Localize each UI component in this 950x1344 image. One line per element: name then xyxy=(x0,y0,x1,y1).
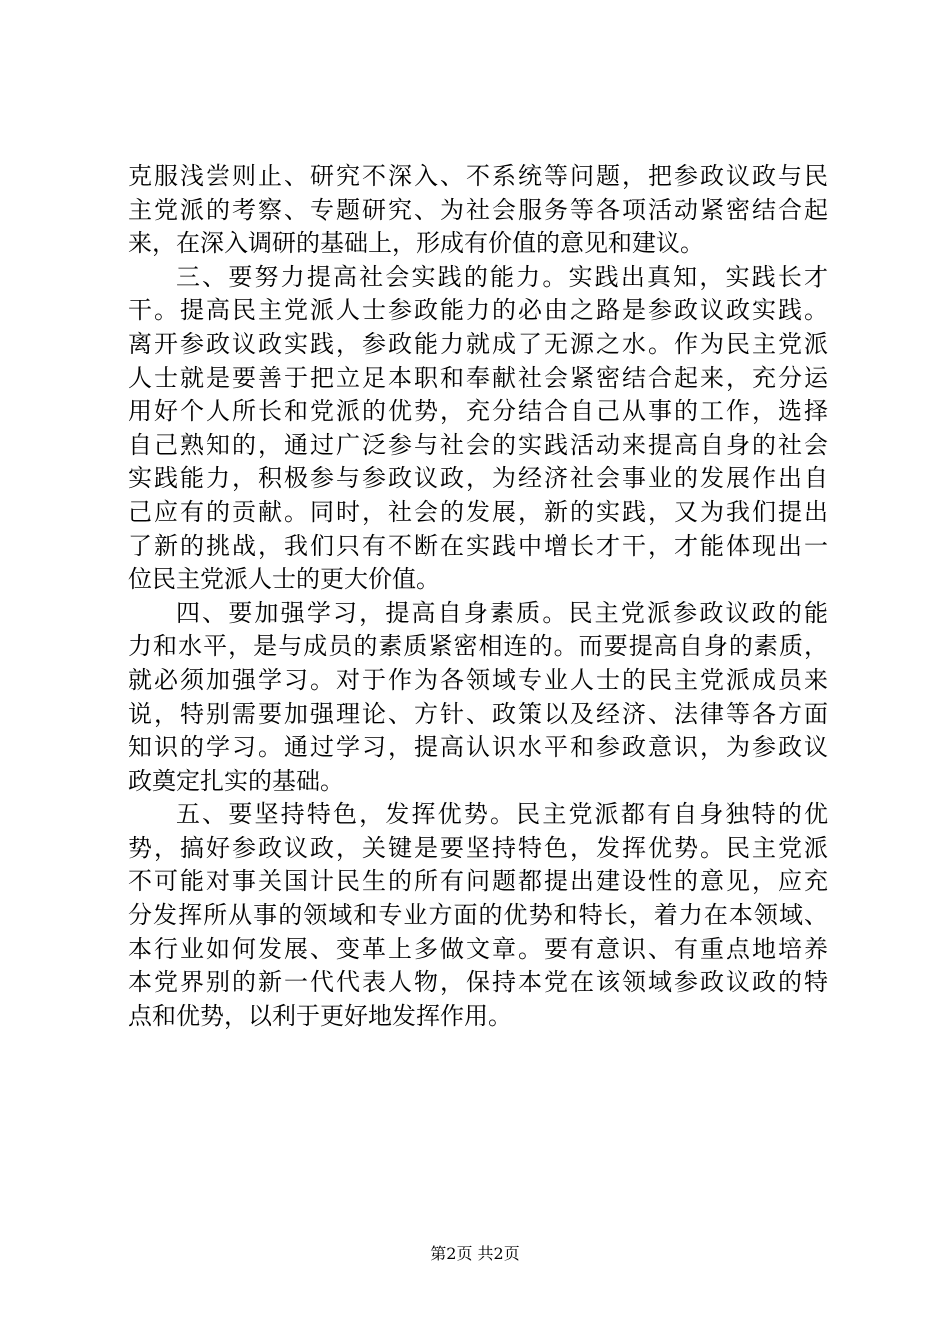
text-line: 人士就是要善于把立足本职和奉献社会紧密结合起来，充分运 xyxy=(128,363,828,392)
text-line: 本党界别的新一代代表人物，保持本党在该领域参政议政的特 xyxy=(128,968,828,997)
text-line: 干。提高民主党派人士参政能力的必由之路是参政议政实践。 xyxy=(128,296,828,325)
text-line: 三、要努力提高社会实践的能力。实践出真知，实践长才 xyxy=(176,262,828,291)
text-line: 势，搞好参政议政，关键是要坚持特色，发挥优势。民主党派 xyxy=(128,833,828,862)
text-line: 就必须加强学习。对于作为各领域专业人士的民主党派成员来 xyxy=(128,665,828,694)
page-footer xyxy=(0,1244,950,1264)
paragraph-distinct-advantages xyxy=(128,798,828,1033)
text-line: 五、要坚持特色，发挥优势。民主党派都有自身独特的优 xyxy=(176,800,828,829)
paragraph-strengthen-learning xyxy=(128,597,828,799)
text-line: 本行业如何发展、变革上多做文章。要有意识、有重点地培养 xyxy=(128,934,828,963)
document-body xyxy=(128,160,828,1033)
text-line: 知识的学习。通过学习，提高认识水平和参政意识，为参政议 xyxy=(128,733,828,762)
paragraph-continuation xyxy=(128,160,828,261)
text-line: 四、要加强学习，提高自身素质。民主党派参政议政的能 xyxy=(176,598,828,627)
text-line: 力和水平，是与成员的素质紧密相连的。而要提高自身的素质， xyxy=(128,632,828,661)
text-line: 用好个人所长和党派的优势，充分结合自己从事的工作，选择 xyxy=(128,397,828,426)
text-line: 己应有的贡献。同时，社会的发展，新的实践，又为我们提出 xyxy=(128,497,828,526)
text-line: 说，特别需要加强理论、方针、政策以及经济、法律等各方面 xyxy=(128,699,828,728)
text-line: 实践能力，积极参与参政议政，为经济社会事业的发展作出自 xyxy=(128,464,828,493)
text-line: 来，在深入调研的基础上，形成有价值的意见和建议。 xyxy=(128,229,704,258)
paragraph-social-practice xyxy=(128,261,828,597)
text-line: 主党派的考察、专题研究、为社会服务等各项活动紧密结合起 xyxy=(128,195,828,224)
text-line: 政奠定扎实的基础。 xyxy=(128,766,344,795)
text-line: 点和优势，以利于更好地发挥作用。 xyxy=(128,1001,512,1030)
text-line: 自己熟知的，通过广泛参与社会的实践活动来提高自身的社会 xyxy=(128,430,828,459)
text-line: 分发挥所从事的领域和专业方面的优势和特长，着力在本领域、 xyxy=(128,901,828,930)
text-line: 位民主党派人士的更大价值。 xyxy=(128,565,440,594)
text-line: 不可能对事关国计民生的所有问题都提出建设性的意见，应充 xyxy=(128,867,828,896)
text-line: 克服浅尝则止、研究不深入、不系统等问题，把参政议政与民 xyxy=(128,162,828,190)
text-line: 了新的挑战，我们只有不断在实践中增长才干，才能体现出一 xyxy=(128,531,828,560)
text-line: 离开参政议政实践，参政能力就成了无源之水。作为民主党派 xyxy=(128,329,828,358)
page-number: 第2页 共2页 xyxy=(430,1244,520,1263)
